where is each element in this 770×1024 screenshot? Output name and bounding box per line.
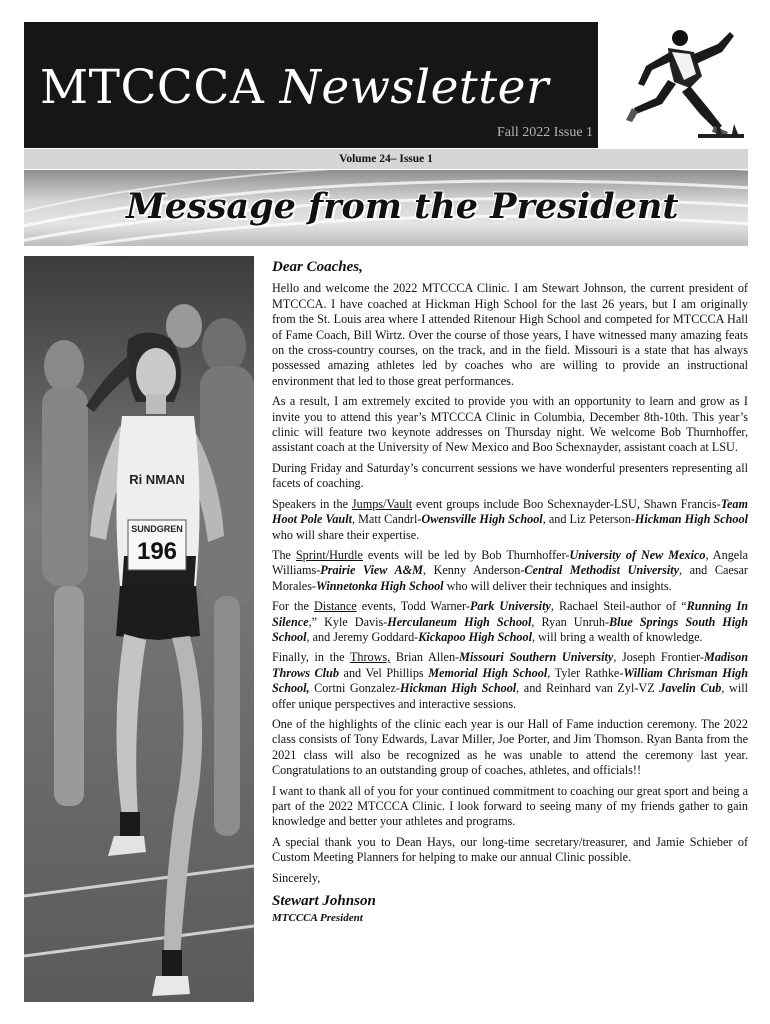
- text-span: For the: [272, 599, 315, 614]
- paragraph-throws: [272, 650, 748, 712]
- affiliation: Memorial High School: [428, 665, 548, 680]
- text-span: , will bring a wealth of knowledge.: [532, 629, 703, 644]
- singlet-text: Ri NMAN: [129, 472, 185, 487]
- text-span: events, Todd Warner-: [356, 599, 470, 614]
- text-span: Speakers in the: [272, 496, 352, 511]
- text-span: ,” Kyle Davis-: [308, 614, 388, 629]
- affiliation: Hickman High School: [634, 512, 749, 527]
- affiliation: Team Hoot Pole Vault: [272, 496, 748, 527]
- event-group-sprints: Sprint/Hurdle: [295, 547, 363, 562]
- section-banner: [24, 170, 748, 246]
- book-title: Running In Silence: [272, 599, 748, 629]
- section-title: Message from the President: [126, 186, 679, 227]
- affiliation: Hickman High School: [400, 681, 517, 696]
- signature-name: Stewart Johnson: [272, 893, 376, 910]
- newsletter-title: [40, 60, 549, 115]
- sprinter-logo: [598, 22, 748, 148]
- bib-number: 196: [136, 538, 178, 565]
- text-span: , and Jeremy Goddard-: [306, 629, 419, 644]
- event-group-throws: Throws,: [349, 650, 391, 665]
- text-span: event groups include Boo Schexnayder-LSU, Shawn Francis-: [412, 496, 721, 511]
- paragraph-thanks: I want to thank all of you for your continued commitment to coaching our great sport and being a part of the 2022 MTCCCA Clinic. I look forward to seeing many of my friends gather to gain knowledge and better your athletes and programs.: [272, 783, 748, 829]
- title-org: MTCCCA: [40, 60, 280, 115]
- affiliation: Madison Throws Club: [272, 650, 749, 680]
- affiliation: Javelin Cub: [659, 681, 722, 696]
- president-letter: [272, 260, 748, 927]
- affiliation: Blue Springs South High School: [272, 614, 749, 644]
- affiliation: William Chrisman High School,: [272, 665, 749, 696]
- paragraph-sessions: During Friday and Saturday’s concurrent sessions we have wonderful presenters representing all facets of coaching.: [272, 460, 748, 491]
- masthead: [24, 22, 748, 148]
- issue-label: Fall 2022 Issue 1: [497, 125, 594, 140]
- text-span: , Rachael Steil-author of “: [550, 599, 687, 614]
- volume-bar: Volume 24– Issue 1: [24, 149, 748, 169]
- runner-photo: [24, 256, 254, 1002]
- paragraph-clinic: As a result, I am extremely excited to provide you with an opportunity to learn and grow as I invite you to attend this year’s MTCCCA Clinic in Columbia, December 8th-10th. This year’s clinic will feature two keynote addresses on Thursday night. We welcome Bob Thurnhoffer, assistant coach at the University of New Mexico and Boo Schexnayder, assistant coach at LSU.: [272, 394, 748, 455]
- affiliation: Park University: [469, 599, 551, 614]
- event-group-distance: Distance: [314, 599, 357, 614]
- text-span: who will deliver their techniques and insights.: [443, 578, 672, 593]
- title-newsletter: Newsletter: [279, 60, 549, 115]
- paragraph-special-thanks: A special thank you to Dean Hays, our long-time secretary/treasurer, and Jamie Schieber of Custom Meeting Planners for helping to make our annual Clinic possible.: [272, 834, 748, 865]
- affiliation: Winnetonka High School: [316, 578, 444, 593]
- paragraph-hall-of-fame: One of the highlights of the clinic each year is our Hall of Fame induction ceremony. The 2022 class consists of Tony Edwards, Lavar Miller, Joe Porter, and Jim Thomson. Ryan Banta from the 2021 class will also be recognized as he was unable to attend the ceremony last year. Congratulations to an outstanding group of coaches, athletes, and officials!!: [272, 716, 748, 778]
- signature-title: MTCCCA President: [272, 912, 363, 925]
- text-span: , Angela Williams-: [272, 547, 748, 578]
- affiliation: Missouri Southern University: [459, 650, 614, 665]
- text-span: , Tyler Rathke-: [547, 665, 624, 680]
- paragraph-jumps: [272, 497, 748, 543]
- text-span: Brian Allen-: [390, 650, 460, 665]
- text-span: Cortni Gonzalez-: [309, 681, 400, 696]
- runner-photo-graphic: [24, 256, 254, 1002]
- text-span: and Vel Phillips: [338, 665, 429, 680]
- affiliation: University of New Mexico: [569, 547, 706, 562]
- text-span: The: [272, 547, 296, 562]
- text-span: , and Reinhard van Zyl-VZ: [516, 681, 660, 696]
- text-span: events will be led by Bob Thurnhoffer-: [362, 547, 570, 562]
- text-span: , will offer unique perspectives and interactive sessions.: [272, 681, 748, 711]
- affiliation: Central Methodist University: [524, 563, 680, 578]
- affiliation: Prairie View A&M: [320, 563, 423, 578]
- text-span: Finally, in the: [272, 650, 350, 665]
- text-span: who will share their expertise.: [272, 527, 420, 542]
- text-span: , Joseph Frontier-: [613, 650, 704, 665]
- text-span: , and Liz Peterson-: [542, 512, 635, 527]
- paragraph-intro: Hello and welcome the 2022 MTCCCA Clinic. I am Stewart Johnson, the current president of MTCCCA. I have coached at Hickman High School for the last 26 years, but I am originally from the St. Louis area where I attended Ritenour High School and competed for MTCCCA Hall of Fame Coach, Bill Wirtz. Over the course of those years, I have witnessed many amazing feats on the cross-country courses, on the track, and in the field. Missouri is a state that has always possessed amazing athletes led by coaches who are willing to provide an instructional environment that led to those great performances.: [272, 281, 748, 388]
- salutation: Dear Coaches,: [272, 259, 363, 275]
- paragraph-sprints: [272, 548, 748, 594]
- closing: Sincerely,: [272, 870, 321, 885]
- event-group-jumps: Jumps/Vault: [351, 496, 413, 511]
- affiliation: Kickapoo High School: [418, 629, 532, 644]
- paragraph-distance: [272, 599, 748, 645]
- affiliation: Herculaneum High School: [387, 614, 532, 629]
- bib-name: SUNDGREN: [131, 524, 183, 534]
- text-span: , Matt Candrl-: [351, 512, 422, 527]
- text-span: , Ryan Unruh-: [531, 614, 609, 629]
- text-span: , Kenny Anderson-: [422, 563, 525, 578]
- sprinter-logo-graphic: [598, 22, 748, 148]
- affiliation: Owensville High School: [421, 512, 543, 527]
- text-span: , and Caesar Morales-: [272, 563, 748, 593]
